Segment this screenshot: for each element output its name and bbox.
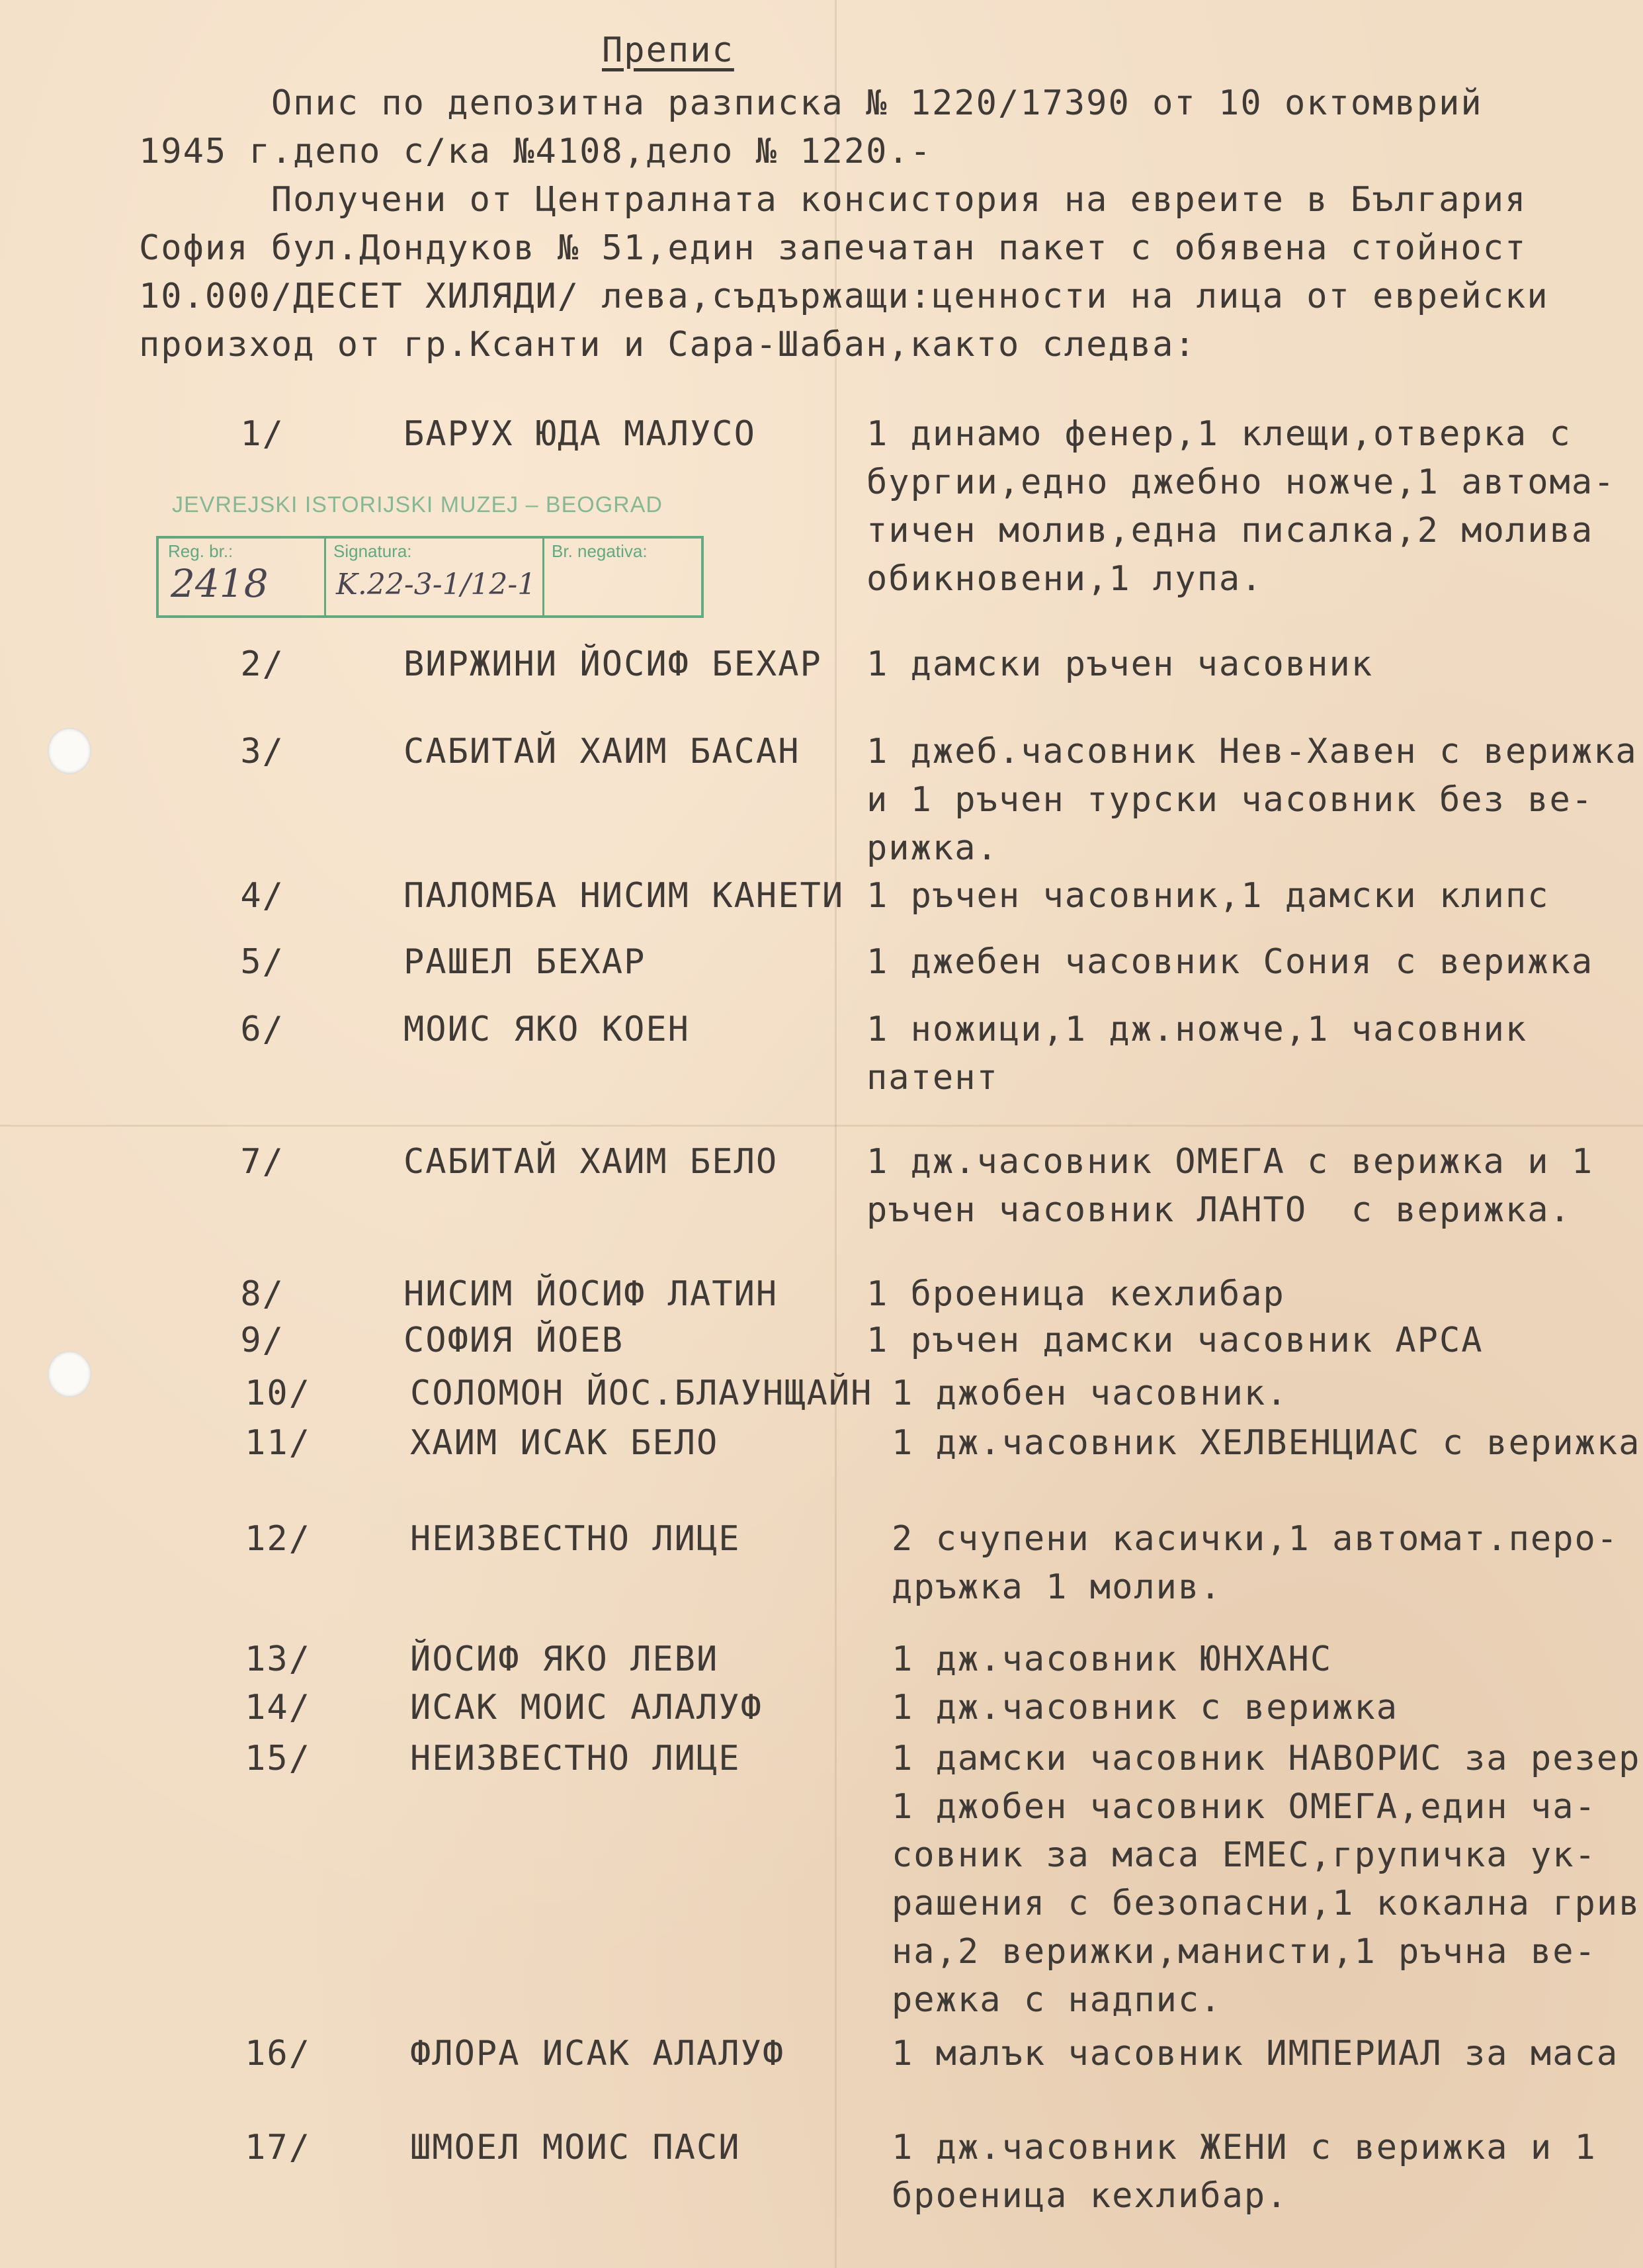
entry-number: 11/ (245, 1423, 311, 1463)
entry-items-line: 1 дамски ръчен часовник (866, 644, 1374, 684)
entry-items-description (892, 1636, 1332, 1684)
entry-person-name: МОИС ЯКО КОЕН (403, 1010, 690, 1049)
entry-person-name: НЕИЗВЕСТНО ЛИЦЕ (410, 1519, 741, 1559)
entry-person-name: ХАИМ ИСАК БЕЛО (410, 1423, 719, 1463)
intro-line: произход от гр.Ксанти и Сара-Шабан,както следва: (139, 325, 1197, 365)
entry-items-line: дръжка 1 молив. (892, 1567, 1222, 1607)
stamp-value-handwritten: 2418 (171, 561, 269, 606)
entry-items-line: 1 дж.часовник ОМЕГА с верижка и 1 (866, 1142, 1594, 1182)
entry-items-line: тичен молив,една писалка,2 молива (866, 511, 1594, 550)
entry-person-name: РАШЕЛ БЕХАР (403, 942, 646, 982)
stamp-label: Reg. br.: (168, 541, 233, 561)
entry-items-line: рижка. (866, 828, 999, 868)
entry-items-description (892, 2124, 1597, 2220)
entry-items-line: 1 джебен часовник Сония с верижка (866, 942, 1594, 982)
entry-number: 3/ (240, 732, 284, 771)
entry-person-name: НЕИЗВЕСТНО ЛИЦЕ (410, 1739, 741, 1778)
entry-items-description (892, 1419, 1640, 1467)
entry-person-name: ПАЛОМБА НИСИМ КАНЕТИ (403, 876, 845, 916)
entry-items-line: ръчен часовник ЛАНТО с верижка. (866, 1190, 1572, 1230)
stamp-cell-negative (542, 539, 698, 615)
museum-register-stamp (156, 492, 704, 618)
entry-items-description (892, 2030, 1619, 2078)
entry-items-description (892, 1370, 1288, 1418)
intro-line: 10.000/ДЕСЕТ ХИЛЯДИ/ лева,съдържащи:ценности на лица от еврейски (139, 277, 1549, 316)
entry-items-line: броеница кехлибар. (892, 2176, 1288, 2216)
entry-items-line: 1 дамски часовник НАВОРИС за резер (892, 1739, 1641, 1778)
entry-person-name: САБИТАЙ ХАИМ БЕЛО (403, 1142, 779, 1182)
entry-items-description (866, 938, 1593, 986)
entry-items-description (866, 410, 1615, 603)
entry-items-line: бургии,едно джебно ножче,1 автома- (866, 462, 1616, 502)
entry-items-line: 1 дж.часовник ЖЕНИ с верижка и 1 (892, 2128, 1597, 2167)
entry-items-description (866, 1317, 1484, 1365)
entry-number: 9/ (240, 1321, 284, 1360)
entry-number: 14/ (245, 1688, 311, 1727)
entry-number: 8/ (240, 1274, 284, 1314)
entry-number: 2/ (240, 644, 284, 684)
entry-items-description (866, 1270, 1285, 1319)
entry-person-name: САБИТАЙ ХАИМ БАСАН (403, 732, 800, 771)
entry-number: 6/ (240, 1010, 284, 1049)
entry-items-line: рашения с безопасни,1 кокална грив (892, 1884, 1641, 1923)
entry-items-line: 1 дж.часовник ХЕЛВЕНЦИАС с верижка (892, 1423, 1641, 1463)
entry-person-name: БАРУХ ЮДА МАЛУСО (403, 414, 756, 454)
entry-person-name: НИСИМ ЙОСИФ ЛАТИН (403, 1274, 779, 1314)
entry-items-line: и 1 ръчен турски часовник без ве- (866, 780, 1594, 820)
punch-hole-bottom (48, 1351, 91, 1397)
entry-person-name: ШМОЕЛ МОИС ПАСИ (410, 2128, 741, 2167)
stamp-cell-reg (159, 539, 326, 615)
fold-line-horizontal (0, 1125, 1643, 1127)
entry-items-line: 1 малък часовник ИМПЕРИАЛ за маса (892, 2034, 1619, 2073)
stamp-label: Br. negativa: (552, 541, 648, 561)
entry-items-line: патент (866, 1058, 999, 1098)
entry-number: 1/ (240, 414, 284, 454)
entry-items-line: 1 джобен часовник. (892, 1374, 1288, 1413)
punch-hole-top (48, 728, 91, 774)
entry-items-line: на,2 верижки,манисти,1 ръчна ве- (892, 1932, 1597, 1972)
entry-number: 17/ (245, 2128, 311, 2167)
stamp-value-handwritten: K.22-3-1/12-1 (336, 568, 536, 601)
stamp-header: JEVREJSKI ISTORIJSKI MUZEJ – BEOGRAD (172, 492, 663, 517)
entry-items-line: 1 ръчен часовник,1 дамски клипс (866, 876, 1550, 916)
entry-items-line: 1 броеница кехлибар (866, 1274, 1285, 1314)
entry-items-line: 1 дж.часовник ЮНХАНС (892, 1639, 1333, 1679)
entry-person-name: ВИРЖИНИ ЙОСИФ БЕХАР (403, 644, 822, 684)
entry-items-line: 1 ножици,1 дж.ножче,1 часовник (866, 1010, 1528, 1049)
entry-items-description (866, 872, 1550, 920)
intro-line: София бул.Дондуков № 51,един запечатан пакет с обявена стойност (139, 228, 1527, 268)
entry-person-name: СОФИЯ ЙОЕВ (403, 1321, 624, 1360)
entry-items-description (866, 640, 1373, 689)
intro-line: 1945 г.депо с/ка №4108,дело № 1220.- (139, 132, 933, 171)
intro-paragraph (139, 79, 1621, 369)
entry-items-line: 1 ръчен дамски часовник АРСА (866, 1321, 1484, 1360)
entry-number: 13/ (245, 1639, 311, 1679)
entry-items-line: обикновени,1 лупа. (866, 559, 1263, 599)
intro-line: Получени от Централната консистория на евреите в България (139, 180, 1527, 220)
entry-number: 5/ (240, 942, 284, 982)
document-title: Препис (602, 30, 734, 70)
stamp-cell-signature (324, 539, 544, 615)
entry-number: 15/ (245, 1739, 311, 1778)
entry-items-line: 1 динамо фенер,1 клещи,отверка с (866, 414, 1572, 454)
entry-items-line: 2 счупени касички,1 автомат.перо- (892, 1519, 1619, 1559)
entry-items-description (866, 728, 1638, 873)
entry-person-name: ФЛОРА ИСАК АЛАЛУФ (410, 2034, 785, 2073)
entry-number: 7/ (240, 1142, 284, 1182)
entry-items-description (892, 1735, 1640, 2025)
entry-items-description (866, 1138, 1593, 1235)
entry-items-description (892, 1684, 1398, 1732)
entry-items-description (866, 1006, 1527, 1102)
entry-items-line: режка с надпис. (892, 1980, 1222, 2020)
stamp-label: Signatura: (333, 541, 412, 561)
intro-line: Опис по депозитна разписка № 1220/17390 от 10 октомврий (139, 83, 1483, 123)
entry-items-line: 1 джобен часовник ОМЕГА,един ча- (892, 1787, 1597, 1827)
entry-person-name: ИСАК МОИС АЛАЛУФ (410, 1688, 763, 1727)
entry-number: 4/ (240, 876, 284, 916)
entry-items-line: 1 дж.часовник с верижка (892, 1688, 1399, 1727)
entry-number: 10/ (245, 1374, 311, 1413)
entry-items-line: 1 джеб.часовник Нев-Хавен с верижка (866, 732, 1638, 771)
entry-items-line: совник за маса ЕМЕС,групичка ук- (892, 1835, 1597, 1875)
entry-person-name: СОЛОМОН ЙОС.БЛАУНЩАЙН (410, 1374, 873, 1413)
entry-person-name: ЙОСИФ ЯКО ЛЕВИ (410, 1639, 719, 1679)
entry-number: 16/ (245, 2034, 311, 2073)
entry-items-description (892, 1515, 1619, 1612)
entry-number: 12/ (245, 1519, 311, 1559)
